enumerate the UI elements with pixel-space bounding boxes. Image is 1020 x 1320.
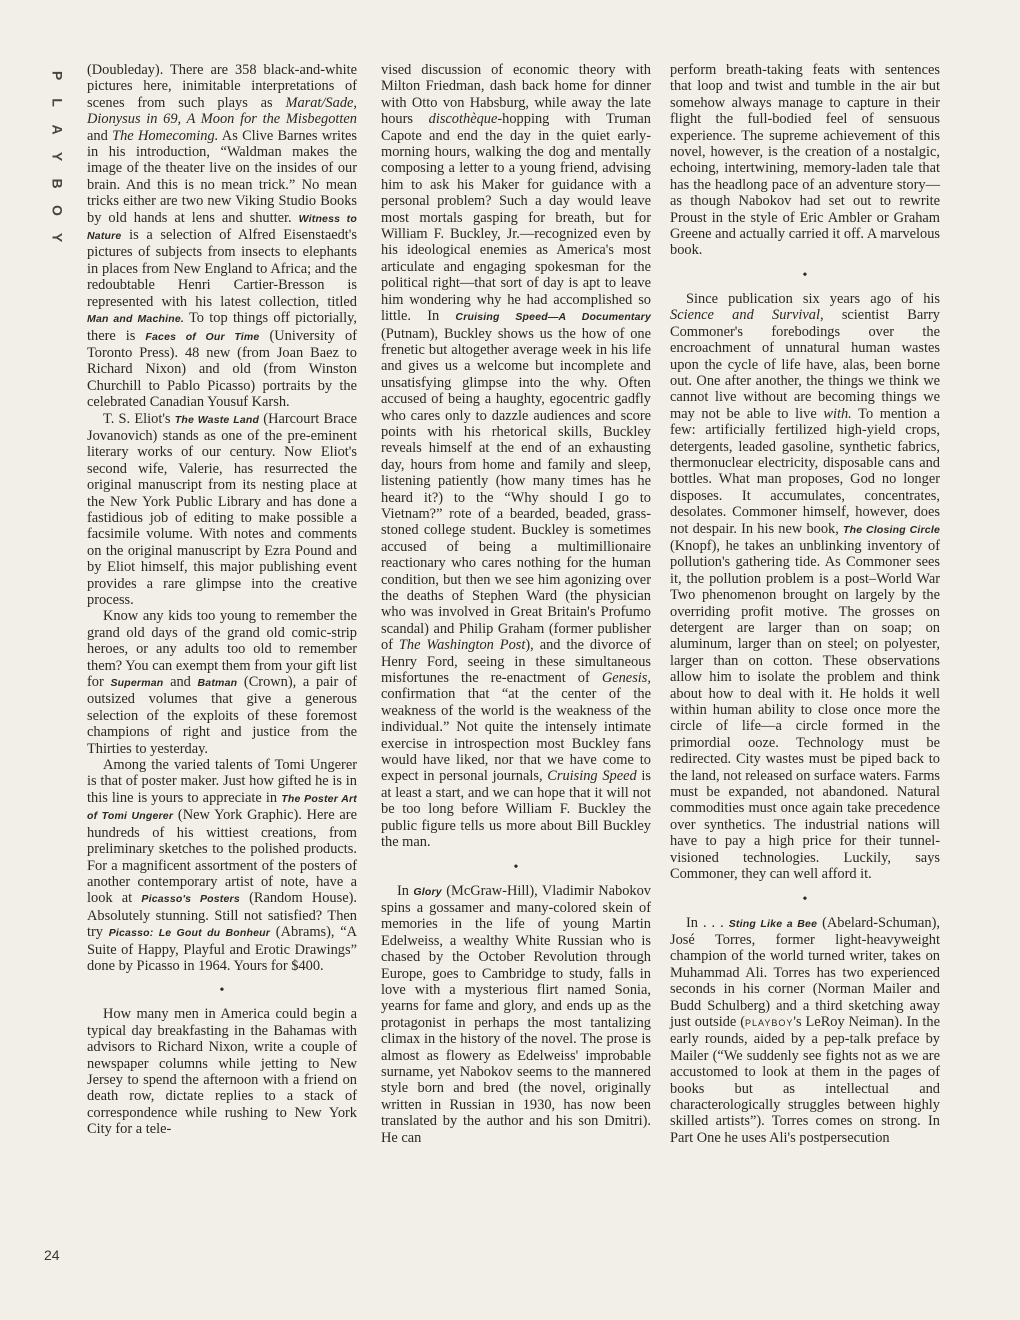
book-title: Cruising Speed—A Documentary [455, 311, 651, 324]
paragraph: T. S. Eliot's The Waste Land (Harcourt Brace Jovanovich) stands as one of the pre-eminent literary works of our century. Now Eliot's second wife, Valerie, has resurrected the original manuscript from its nesting place at the New York Public Library and has done a fastidious job of editing to make possible a facsimile volume. With notes and comments on the original manuscript by Ezra Pound and by Eliot himself, this major publishing event provides a rare glimpse into the creative process. [87, 410, 358, 608]
masthead-letter: A [49, 124, 66, 135]
book-title: Witness to Nature [87, 212, 357, 243]
magazine-name: PLAYBOY [745, 1017, 794, 1028]
book-title: Faces of Our Time [145, 330, 260, 343]
playboy-masthead [44, 62, 70, 251]
text-column-3 [670, 62, 940, 1146]
paragraph: In Glory (McGraw-Hill), Vladimir Nabokov spins a gossamer and many-colored skein of memories in the life of young Martin Edelweiss, a wealthy White Russian who is chased by the October Revolution through Europe, goes to Cambridge to study, falls in love with a mysterious flirt named Sonia, yearns for fame and glory, and ends up as the protagonist in perhaps the most tantalizing climax in the history of the novel. The prose is almost as flowery as Edelweiss' improbable surname, yet Nabokov seems to the mannered style born and bred (the novel, originally written in Russian in 1930, has now been translated by the author and his son Dmitri). He can [381, 882, 651, 1146]
paragraph: (Doubleday). There are 358 black-and-white pictures here, inimitable interpretations of scenes from such plays as Marat/Sade, Dionysus in 69, A Moon for the Misbegotten and The Homecoming. As Clive Barnes writes in his introduction, “Waldman makes the image of the theater live on the insides of our brain. And this is no mean trick.” No mean tricks either are two new Viking Studio Books by old hands at lens and shutter. Witness to Nature is a selection of Alfred Eisenstaedt's pictures of subjects from insects to elephants in places from New England to Africa; and the redoubtable Henri Cartier-Bresson is represented with his latest collection, titled Man and Machine. To top things off pictorially, there is Faces of Our Time (University of Toronto Press). 48 new (from Joan Baez to Richard Nixon) and old (from Winston Churchill to Pablo Picasso) portraits by the celebrated Canadian Yousuf Karsh. [87, 62, 358, 411]
masthead-letter: Y [49, 232, 66, 243]
paragraph: Among the varied talents of Tomi Ungerer is that of poster maker. Just how gifted he is in this line is yours to appreciate in The Poster Art of Tomi Ungerer (New York Graphic). Here are hundreds of his wittiest creations, from preliminary sketches to the polished products. For a magnificent assortment of the posters of another contemporary artist of note, have a look at Picasso's Posters (Random House). Absolutely stunning. Still not satisfied? Then try Picasso: Le Gout du Bonheur (Abrams), “A Suite of Happy, Playful and Erotic Drawings” done by Picasso in 1964. Yours for $400. [87, 757, 358, 974]
text-column-1 [87, 62, 357, 1138]
masthead-letter: P [49, 70, 66, 81]
masthead-letter: B [49, 178, 66, 189]
book-title: Picasso's Posters [141, 893, 240, 906]
book-title: Picasso: Le Gout du Bonheur [108, 927, 271, 940]
section-bullet: • [513, 859, 519, 875]
paragraph: How many men in America could begin a typical day breakfasting in the Bahamas with advisors to Richard Nixon, write a couple of newspaper columns while jetting to New Jersey to spend the afternoon with a friend on death row, dictate replies to a stack of correspondence while rushing to New York City for a tele- [87, 1006, 357, 1138]
paragraph: Since publication six years ago of his Science and Survival, scientist Barry Commoner's forebodings over the encroachment of unnatural human wastes upon the cycle of life have, alas, been borne out. One after another, the things we think we cannot live without are becoming things we may not be able to live with. To mention a few: artificially fertilized high-yield crops, detergents, leaded gasoline, synthetic fabrics, thermonuclear electricity, disposable cans and bottles. What man proposes, God no longer disposes. It accumulates, concentrates, desolates. Commoner himself, however, does not despair. In his new book, The Closing Circle (Knopf), he takes an unblinking inventory of pollution's gathering tide. As Commoner sees it, the pollution problem is a post–World War Two phenomenon brought on largely by the overriding profit motive. The grosses on detergent are larger than on soap; on aluminum, larger than on steel; on polyester, larger than on cotton. These observations allow him to isolate the problem and think about how to deal with it. He holds it well within human ability to close once more the circle of life—a circle formed in the primordial ooze. Technology must be redirected. City wastes must be piped back to the land, not released on surface waters. Farms must be expanded, not abandoned. Natural commodities must once again take precedence over synthetics. The industrial nations will have to pay a high price for their tunnel-visioned technologies. Luckily, says Commoner, they can well afford it. [670, 290, 940, 883]
masthead-letter: Y [49, 151, 66, 162]
book-title: The Waste Land [174, 413, 260, 426]
section-bullet: • [219, 983, 225, 999]
section-bullet: • [802, 267, 808, 283]
book-title: Superman [110, 677, 164, 690]
book-title: The Closing Circle [843, 523, 940, 536]
book-title: Man and Machine. [87, 313, 184, 326]
book-title: Batman [197, 677, 238, 690]
page-number: 24 [44, 1247, 60, 1263]
masthead-letter: O [49, 205, 66, 216]
text-column-2 [381, 62, 651, 1146]
book-title: The Poster Art of Tomi Ungerer [87, 792, 357, 823]
book-title: Glory [413, 885, 442, 898]
section-bullet: • [802, 891, 808, 907]
paragraph: vised discussion of economic theory with Milton Friedman, dash back home for dinner with Otto von Habsburg, while away the late hours discothèque-hopping with Truman Capote and end the day in the quiet early-morning hours, walking the dog and mentally composing a letter to a young friend, advising him to ask his Maker for guidance with a personal problem? Such a day would leave most mortals gasping for breath, but for William F. Buckley, Jr.—recognized even by his ideological enemies as America's most articulate and engaging spokesman for the political right—that sort of day is apt to leave him wondering why he had accomplished so little. In Cruising Speed—A Documentary (Putnam), Buckley shows us the how of one frenetic but altogether average week in his life and gives us a welcome but incomplete and unsatisfying glimpse into the why. Often accused of being a haughty, egocentric gadfly who cares only to dazzle audiences and score points with his rhetorical skills, Buckley reveals himself at the end of an exhausting day, hours from home and family and sleep, listening patiently (how many times has he heard it?) to the “Why should I go to Vietnam?” rote of a bearded, beaded, grass-stoned college student. Buckley is sometimes accused of being a multimillionaire reactionary who cares nothing for the human condition, but then we see him agonizing over the deaths of Stephen Ward (the physician who was involved in Great Britain's Profumo scandal) and Philip Graham (former publisher of The Washington Post), and the divorce of Henry Ford, seeing in these simultaneous misfortunes the re-enactment of Genesis, confirmation that “at the center of the weakness of the world is the weakness of the individual.” Not quite the intensely intimate exercise in introspection most Buckley fans would have liked, nor that we have come to expect in personal journals, Cruising Speed is at least a start, and we can hope that it will not be too long before William F. Buckley the public figure tells us more about Bill Buckley the man. [381, 62, 651, 851]
paragraph: perform breath-taking feats with sentences that loop and twist and tumble in the air but somehow always manage to capture in their flight the full-bodied feel of sensuous experience. The supreme achievement of this novel, however, is the creation of a nostalgic, echoing, intertwining, memory-laden tale that has the headlong pace of an adventure story—as though Nabokov had set out to rewrite Proust in the style of Eric Ambler or Graham Greene and actually carried it off. A marvelous book. [670, 62, 940, 259]
paragraph: Know any kids too young to remember the grand old days of the grand old comic-strip heroes, or any adults too old to remember them? You can exempt them from your gift list for Superman and Batman (Crown), a pair of outsized volumes that give a generous selection of the exploits of these foremost champions of right and justice from the Thirties to yesterday. [87, 608, 357, 757]
book-title: Sting Like a Bee [728, 917, 818, 930]
masthead-letter: L [49, 98, 66, 107]
paragraph: In . . . Sting Like a Bee (Abelard-Schuman), José Torres, former light-heavyweight champion of the world turned writer, takes on Muhammad Ali. Torres has two experienced seconds in his corner (Norman Mailer and Budd Schulberg) and a third sketching away just outside (PLAYBOY's LeRoy Neiman). In the early rounds, aided by a pep-talk preface by Mailer (“We suddenly see fights not as we are accustomed to look at them in the pages of books but as intellectual and characterologically struggles between highly skilled artists”). Torres comes on strong. In Part One he uses Ali's postpersecution [670, 914, 940, 1146]
